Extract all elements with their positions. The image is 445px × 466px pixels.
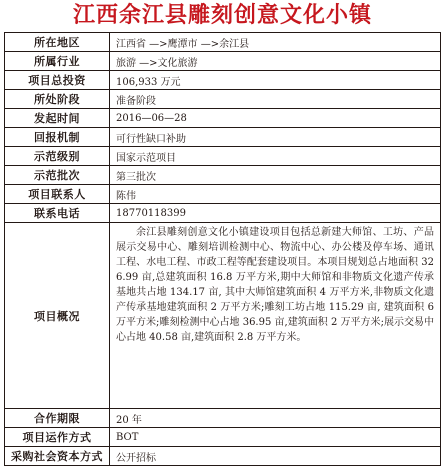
row-label-stage: 所处阶段 [5,90,110,109]
table-row [5,128,441,147]
row-value-demo-batch: 第三批次 [110,166,441,185]
row-label-operation-mode: 项目运作方式 [5,428,110,447]
document-title: 江西余江县雕刻创意文化小镇 [72,3,372,28]
table-row [5,409,441,428]
table-row [5,428,441,447]
table-row [5,109,441,128]
row-value-launch-date: 2016—06—28 [110,109,441,128]
table-row [5,166,441,185]
row-label-procurement-method: 采购社会资本方式 [5,447,110,466]
row-value-overview: 余江县雕刻创意文化小镇建设项目包括总新建大师馆、工坊、产品展示交易中心、雕刻培训检测中心、物流中心、办公楼及停车场、通讯工程、水电工程、市政工程等配套建设项目。本项目规划总占地面积 326.99 亩,总建筑面积 16.8 万平方米,期中大师馆和非物质文化遗产传承基地共占地 134.17 亩, 其中大师馆建筑面积 4 万平方米,非物质文化遗产传承基地建筑面积 2 万平方米;雕刻工坊占地 115.29 亩, 建筑面积 6 万平方米;雕刻检测中心占地 36.95 亩,建筑面积 2 万平方米;展示交易中心占地 40.58 亩,建筑面积 2.8 万平方米。 [110,223,441,409]
row-value-procurement-method: 公开招标 [110,447,441,466]
row-label-return-mechanism: 回报机制 [5,128,110,147]
row-label-demo-batch: 示范批次 [5,166,110,185]
table-row [5,223,441,409]
row-value-return-mechanism: 可行性缺口补助 [110,128,441,147]
table-row [5,90,441,109]
row-label-overview: 项目概况 [5,223,110,409]
table-row [5,52,441,71]
row-value-stage: 准备阶段 [110,90,441,109]
row-label-contact-person: 项目联系人 [5,185,110,204]
row-label-demo-level: 示范级别 [5,147,110,166]
table-row [5,71,441,90]
table-row [5,33,441,52]
row-value-demo-level: 国家示范项目 [110,147,441,166]
row-value-region: 江西省 —>鹰潭市 —>余江县 [110,33,441,52]
row-label-cooperation-period: 合作期限 [5,409,110,428]
row-value-contact-phone: 18770118399 [110,204,441,223]
table-row [5,447,441,466]
row-label-contact-phone: 联系电话 [5,204,110,223]
row-value-total-investment: 106,933 万元 [110,71,441,90]
project-info-table [4,32,441,466]
table-row [5,185,441,204]
table-row [5,147,441,166]
row-value-cooperation-period: 20 年 [110,409,441,428]
row-value-operation-mode: BOT [110,428,441,447]
row-label-industry: 所属行业 [5,52,110,71]
table-row [5,204,441,223]
row-label-launch-date: 发起时间 [5,109,110,128]
row-label-total-investment: 项目总投资 [5,71,110,90]
row-value-contact-person: 陈伟 [110,185,441,204]
row-value-industry: 旅游 —>文化旅游 [110,52,441,71]
row-label-region: 所在地区 [5,33,110,52]
